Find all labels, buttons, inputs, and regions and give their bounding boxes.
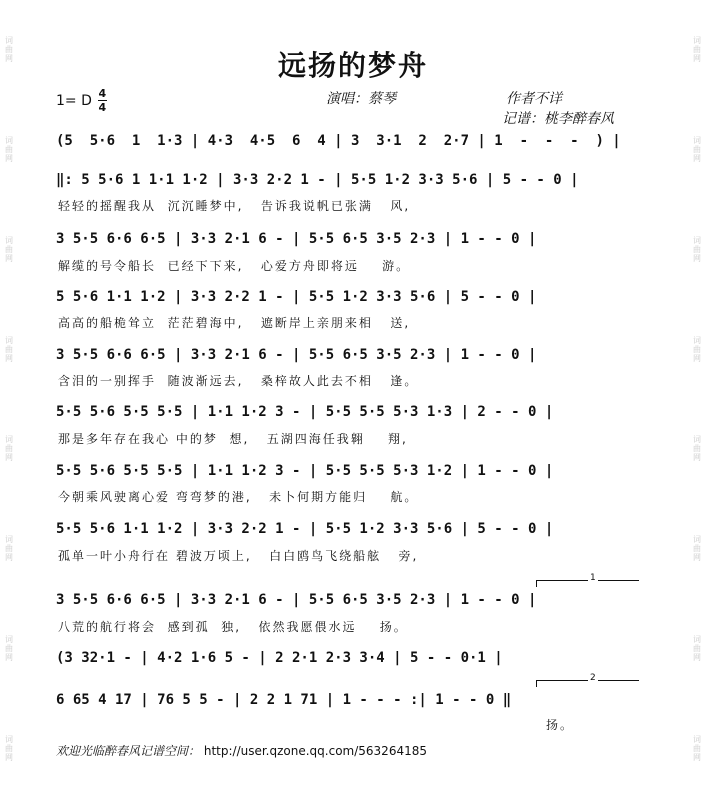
lyric-row-2: 解缆的号令船长 已经下下来, 心爱方舟即将远 游。 xyxy=(58,259,411,273)
notation-text: (3 32·1 - | 4·2 1·6 5 - | 2 2·1 2·3 3·4 | 5 - - 0·1 | xyxy=(56,650,503,666)
notation-row-8 xyxy=(56,590,646,610)
watermark-text: 词曲网 xyxy=(692,235,702,263)
interlude-notation xyxy=(56,648,646,668)
lyric-row-4: 含泪的一别挥手 随波渐远去, 桑梓故人此去不相 逢。 xyxy=(58,374,419,388)
watermark-text: 词曲网 xyxy=(692,535,702,563)
notation-row-4 xyxy=(56,345,646,365)
watermark-text: 词曲网 xyxy=(4,235,14,263)
watermark-text: 词曲网 xyxy=(692,634,702,662)
watermark-text: 词曲网 xyxy=(4,734,14,762)
ending-lyric: 扬。 xyxy=(546,718,575,732)
lyric-row-8: 八荒的航行将会 感到孤 独, 依然我愿偎水远 扬。 xyxy=(58,620,408,634)
notation-text: 5 5·6 1·1 1·2 | 3·3 2·2 1 - | 5·5 1·2 3·3 5·6 | 5 - - 0 | xyxy=(56,289,537,305)
lyric-row-1: 轻轻的摇醒我从 沉沉睡梦中, 告诉我说帆已张满 风, xyxy=(58,199,411,213)
watermark-text: 词曲网 xyxy=(4,435,14,463)
notation-text: 3 5·5 6·6 6·5 | 3·3 2·1 6 - | 5·5 6·5 3·5 2·3 | 1 - - 0 | xyxy=(56,347,537,363)
footer-label: 欢迎光临醉春风记谱空间： xyxy=(56,744,201,758)
notation-row-3 xyxy=(56,287,646,307)
time-signature-top: 4 xyxy=(98,87,107,100)
key-label: 1= D xyxy=(56,92,92,109)
singer-credit: 演唱：蔡琴 xyxy=(326,91,396,107)
watermark-right xyxy=(690,0,704,798)
watermark-left xyxy=(2,0,16,798)
footer-note xyxy=(56,742,427,759)
key-signature xyxy=(56,88,107,113)
notation-text: 3 5·5 6·6 6·5 | 3·3 2·1 6 - | 5·5 6·5 3·5 2·3 | 1 - - 0 | xyxy=(56,231,537,247)
intro-notation xyxy=(56,131,646,151)
watermark-text: 词曲网 xyxy=(4,36,14,64)
watermark-text: 词曲网 xyxy=(4,535,14,563)
composer-credit: 作者不详 xyxy=(506,91,562,107)
notation-text: 5·5 5·6 5·5 5·5 | 1·1 1·2 3 - | 5·5 5·5 5·3 1·2 | 1 - - 0 | xyxy=(56,463,554,479)
footer-url[interactable]: http://user.qzone.qq.com/563264185 xyxy=(203,744,427,758)
watermark-text: 词曲网 xyxy=(692,734,702,762)
notation-text: (5 5·6 1 1·3 | 4·3 4·5 6 4 | 3 3·1 2 2·7 | 1 - - - ) | xyxy=(56,133,621,149)
song-title: 远扬的梦舟 xyxy=(277,49,428,82)
watermark-text: 词曲网 xyxy=(692,435,702,463)
watermark-text: 词曲网 xyxy=(4,335,14,363)
time-signature-bottom: 4 xyxy=(98,101,107,114)
watermark-text: 词曲网 xyxy=(4,136,14,164)
watermark-text: 词曲网 xyxy=(692,136,702,164)
notation-row-2 xyxy=(56,229,646,249)
notation-text: 6 65 4 17 | 76 5 5 - | 2 2 1 71 | 1 - - - :| 1 - - 0 ‖ xyxy=(56,692,512,708)
lyric-row-6: 今朝乘风驶离心爱 弯弯梦的港, 未卜何期方能归 航。 xyxy=(58,490,419,504)
watermark-text: 词曲网 xyxy=(4,634,14,662)
notation-text: ‖: 5 5·6 1 1·1 1·2 | 3·3 2·2 1 - | 5·5 1·2 3·3 5·6 | 5 - - 0 | xyxy=(56,172,579,188)
lyric-row-5: 那是多年存在我心 中的梦 想, 五湖四海任我翱 翔, xyxy=(58,432,408,446)
notation-text: 3 5·5 6·6 6·5 | 3·3 2·1 6 - | 5·5 6·5 3·5 2·3 | 1 - - 0 | xyxy=(56,592,537,608)
volta-number: 2 xyxy=(590,673,596,683)
lyric-row-3: 高高的船桅耸立 茫茫碧海中, 遮断岸上亲朋来相 送, xyxy=(58,316,411,330)
watermark-text: 词曲网 xyxy=(692,335,702,363)
transcriber-credit: 记谱：桃李醉春风 xyxy=(502,111,614,127)
notation-text: 5·5 5·6 5·5 5·5 | 1·1 1·2 3 - | 5·5 5·5 5·3 1·3 | 2 - - 0 | xyxy=(56,404,554,420)
time-signature xyxy=(98,88,107,113)
volta-number: 1 xyxy=(590,573,596,583)
volta-bracket-1 xyxy=(536,573,639,587)
notation-row-6 xyxy=(56,461,646,481)
ending-notation xyxy=(56,690,646,710)
watermark-text: 词曲网 xyxy=(692,36,702,64)
notation-row-5 xyxy=(56,402,646,422)
lyric-row-7: 孤单一叶小舟行在 碧波万顷上, 白白鸥鸟飞绕船舷 旁, xyxy=(58,549,419,563)
volta-bracket-2 xyxy=(536,673,639,687)
notation-text: 5·5 5·6 1·1 1·2 | 3·3 2·2 1 - | 5·5 1·2 3·3 5·6 | 5 - - 0 | xyxy=(56,521,554,537)
notation-row-1 xyxy=(56,170,646,190)
notation-row-7 xyxy=(56,519,646,539)
